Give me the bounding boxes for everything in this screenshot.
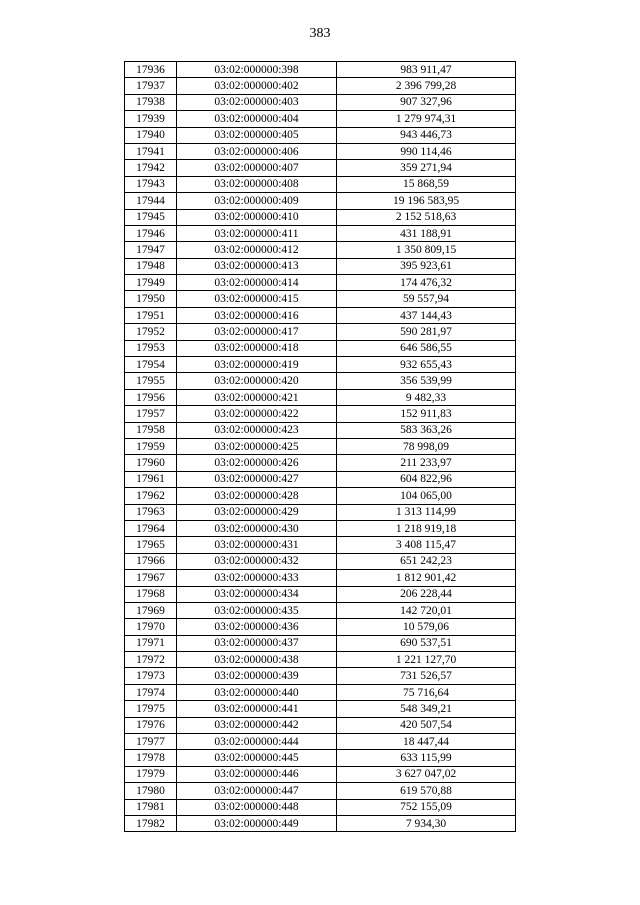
table-row: [125, 815, 516, 831]
value-cell: 9 482,33: [337, 389, 516, 405]
table-row: [125, 783, 516, 799]
row-number-cell: 17969: [125, 602, 177, 618]
cadastral-number-cell: 03:02:000000:403: [177, 94, 337, 110]
row-number-cell: 17960: [125, 455, 177, 471]
value-cell: 356 539,99: [337, 373, 516, 389]
table-row: [125, 652, 516, 668]
row-number-cell: 17965: [125, 537, 177, 553]
table-row: [125, 291, 516, 307]
value-cell: 731 526,57: [337, 668, 516, 684]
cadastral-number-cell: 03:02:000000:448: [177, 799, 337, 815]
row-number-cell: 17978: [125, 750, 177, 766]
cadastral-number-cell: 03:02:000000:423: [177, 422, 337, 438]
cadastral-number-cell: 03:02:000000:428: [177, 488, 337, 504]
value-cell: 983 911,47: [337, 62, 516, 78]
table-row: [125, 78, 516, 94]
table-row: [125, 750, 516, 766]
row-number-cell: 17940: [125, 127, 177, 143]
table-row: [125, 766, 516, 782]
value-cell: 104 065,00: [337, 488, 516, 504]
table-row: [125, 422, 516, 438]
cadastral-number-cell: 03:02:000000:441: [177, 701, 337, 717]
value-cell: 206 228,44: [337, 586, 516, 602]
row-number-cell: 17980: [125, 783, 177, 799]
cadastral-number-cell: 03:02:000000:438: [177, 652, 337, 668]
value-cell: 907 327,96: [337, 94, 516, 110]
cadastral-number-cell: 03:02:000000:402: [177, 78, 337, 94]
cadastral-number-cell: 03:02:000000:414: [177, 275, 337, 291]
table-row: [125, 537, 516, 553]
value-cell: 431 188,91: [337, 225, 516, 241]
value-cell: 3 627 047,02: [337, 766, 516, 782]
value-cell: 59 557,94: [337, 291, 516, 307]
row-number-cell: 17954: [125, 357, 177, 373]
row-number-cell: 17963: [125, 504, 177, 520]
table-row: [125, 438, 516, 454]
table-row: [125, 176, 516, 192]
value-cell: 15 868,59: [337, 176, 516, 192]
row-number-cell: 17953: [125, 340, 177, 356]
table-row: [125, 357, 516, 373]
table-row: [125, 373, 516, 389]
row-number-cell: 17974: [125, 684, 177, 700]
table-row: [125, 275, 516, 291]
cadastral-number-cell: 03:02:000000:440: [177, 684, 337, 700]
value-cell: 752 155,09: [337, 799, 516, 815]
table-row: [125, 602, 516, 618]
cadastral-number-cell: 03:02:000000:449: [177, 815, 337, 831]
row-number-cell: 17959: [125, 438, 177, 454]
cadastral-number-cell: 03:02:000000:413: [177, 258, 337, 274]
row-number-cell: 17947: [125, 242, 177, 258]
table-row: [125, 209, 516, 225]
cadastral-number-cell: 03:02:000000:406: [177, 143, 337, 159]
value-cell: 7 934,30: [337, 815, 516, 831]
value-cell: 1 218 919,18: [337, 520, 516, 536]
row-number-cell: 17949: [125, 275, 177, 291]
cadastral-number-cell: 03:02:000000:411: [177, 225, 337, 241]
table-row: [125, 488, 516, 504]
cadastral-number-cell: 03:02:000000:398: [177, 62, 337, 78]
row-number-cell: 17981: [125, 799, 177, 815]
value-cell: 943 446,73: [337, 127, 516, 143]
row-number-cell: 17976: [125, 717, 177, 733]
table-row: [125, 684, 516, 700]
cadastral-number-cell: 03:02:000000:431: [177, 537, 337, 553]
cadastral-number-cell: 03:02:000000:442: [177, 717, 337, 733]
cadastral-number-cell: 03:02:000000:407: [177, 160, 337, 176]
row-number-cell: 17946: [125, 225, 177, 241]
cadastral-number-cell: 03:02:000000:436: [177, 619, 337, 635]
table-row: [125, 668, 516, 684]
table-row: [125, 143, 516, 159]
row-number-cell: 17955: [125, 373, 177, 389]
table-row: [125, 799, 516, 815]
cadastral-number-cell: 03:02:000000:419: [177, 357, 337, 373]
row-number-cell: 17942: [125, 160, 177, 176]
table-row: [125, 324, 516, 340]
value-cell: 604 822,96: [337, 471, 516, 487]
page-number: 383: [309, 26, 331, 41]
value-cell: 548 349,21: [337, 701, 516, 717]
value-cell: 619 570,88: [337, 783, 516, 799]
cadastral-number-cell: 03:02:000000:409: [177, 193, 337, 209]
value-cell: 420 507,54: [337, 717, 516, 733]
cadastral-number-cell: 03:02:000000:408: [177, 176, 337, 192]
cadastral-number-cell: 03:02:000000:425: [177, 438, 337, 454]
value-cell: 932 655,43: [337, 357, 516, 373]
table-row: [125, 701, 516, 717]
value-cell: 19 196 583,95: [337, 193, 516, 209]
table-row: [125, 635, 516, 651]
value-cell: 3 408 115,47: [337, 537, 516, 553]
table-row: [125, 504, 516, 520]
cadastral-number-cell: 03:02:000000:447: [177, 783, 337, 799]
value-cell: 75 716,64: [337, 684, 516, 700]
row-number-cell: 17977: [125, 734, 177, 750]
table-row: [125, 406, 516, 422]
cadastral-number-cell: 03:02:000000:416: [177, 307, 337, 323]
value-cell: 1 812 901,42: [337, 570, 516, 586]
cadastral-number-cell: 03:02:000000:433: [177, 570, 337, 586]
cadastral-number-cell: 03:02:000000:420: [177, 373, 337, 389]
table-row: [125, 62, 516, 78]
value-cell: 583 363,26: [337, 422, 516, 438]
row-number-cell: 17937: [125, 78, 177, 94]
row-number-cell: 17967: [125, 570, 177, 586]
cadastral-number-cell: 03:02:000000:432: [177, 553, 337, 569]
table-row: [125, 520, 516, 536]
value-cell: 2 152 518,63: [337, 209, 516, 225]
value-cell: 646 586,55: [337, 340, 516, 356]
table-row: [125, 225, 516, 241]
value-cell: 590 281,97: [337, 324, 516, 340]
table-row: [125, 389, 516, 405]
registry-table-body: [125, 62, 516, 832]
value-cell: 142 720,01: [337, 602, 516, 618]
cadastral-number-cell: 03:02:000000:421: [177, 389, 337, 405]
value-cell: 10 579,06: [337, 619, 516, 635]
row-number-cell: 17962: [125, 488, 177, 504]
cadastral-number-cell: 03:02:000000:444: [177, 734, 337, 750]
row-number-cell: 17939: [125, 111, 177, 127]
table-row: [125, 111, 516, 127]
row-number-cell: 17968: [125, 586, 177, 602]
cadastral-number-cell: 03:02:000000:415: [177, 291, 337, 307]
table-row: [125, 242, 516, 258]
row-number-cell: 17957: [125, 406, 177, 422]
cadastral-number-cell: 03:02:000000:437: [177, 635, 337, 651]
table-row: [125, 471, 516, 487]
table-row: [125, 570, 516, 586]
table-row: [125, 307, 516, 323]
value-cell: 1 313 114,99: [337, 504, 516, 520]
cadastral-number-cell: 03:02:000000:427: [177, 471, 337, 487]
table-row: [125, 734, 516, 750]
row-number-cell: 17982: [125, 815, 177, 831]
value-cell: 990 114,46: [337, 143, 516, 159]
table-row: [125, 94, 516, 110]
table-row: [125, 586, 516, 602]
cadastral-number-cell: 03:02:000000:405: [177, 127, 337, 143]
table-row: [125, 455, 516, 471]
cadastral-number-cell: 03:02:000000:422: [177, 406, 337, 422]
value-cell: 359 271,94: [337, 160, 516, 176]
row-number-cell: 17952: [125, 324, 177, 340]
value-cell: 690 537,51: [337, 635, 516, 651]
value-cell: 437 144,43: [337, 307, 516, 323]
row-number-cell: 17975: [125, 701, 177, 717]
row-number-cell: 17938: [125, 94, 177, 110]
row-number-cell: 17964: [125, 520, 177, 536]
table-row: [125, 717, 516, 733]
cadastral-number-cell: 03:02:000000:430: [177, 520, 337, 536]
row-number-cell: 17944: [125, 193, 177, 209]
row-number-cell: 17961: [125, 471, 177, 487]
cadastral-number-cell: 03:02:000000:418: [177, 340, 337, 356]
cadastral-number-cell: 03:02:000000:404: [177, 111, 337, 127]
table-row: [125, 127, 516, 143]
cadastral-number-cell: 03:02:000000:417: [177, 324, 337, 340]
row-number-cell: 17979: [125, 766, 177, 782]
value-cell: 78 998,09: [337, 438, 516, 454]
registry-table: [124, 61, 516, 832]
cadastral-number-cell: 03:02:000000:434: [177, 586, 337, 602]
value-cell: 174 476,32: [337, 275, 516, 291]
row-number-cell: 17941: [125, 143, 177, 159]
row-number-cell: 17948: [125, 258, 177, 274]
row-number-cell: 17971: [125, 635, 177, 651]
cadastral-number-cell: 03:02:000000:435: [177, 602, 337, 618]
value-cell: 1 221 127,70: [337, 652, 516, 668]
value-cell: 211 233,97: [337, 455, 516, 471]
row-number-cell: 17966: [125, 553, 177, 569]
row-number-cell: 17972: [125, 652, 177, 668]
value-cell: 395 923,61: [337, 258, 516, 274]
table-row: [125, 553, 516, 569]
value-cell: 633 115,99: [337, 750, 516, 766]
value-cell: 152 911,83: [337, 406, 516, 422]
cadastral-number-cell: 03:02:000000:426: [177, 455, 337, 471]
table-row: [125, 160, 516, 176]
cadastral-number-cell: 03:02:000000:445: [177, 750, 337, 766]
row-number-cell: 17945: [125, 209, 177, 225]
value-cell: 651 242,23: [337, 553, 516, 569]
value-cell: 18 447,44: [337, 734, 516, 750]
cadastral-number-cell: 03:02:000000:412: [177, 242, 337, 258]
row-number-cell: 17973: [125, 668, 177, 684]
row-number-cell: 17951: [125, 307, 177, 323]
row-number-cell: 17950: [125, 291, 177, 307]
cadastral-number-cell: 03:02:000000:446: [177, 766, 337, 782]
value-cell: 1 279 974,31: [337, 111, 516, 127]
row-number-cell: 17956: [125, 389, 177, 405]
table-row: [125, 340, 516, 356]
row-number-cell: 17936: [125, 62, 177, 78]
value-cell: 1 350 809,15: [337, 242, 516, 258]
cadastral-number-cell: 03:02:000000:410: [177, 209, 337, 225]
row-number-cell: 17943: [125, 176, 177, 192]
cadastral-number-cell: 03:02:000000:429: [177, 504, 337, 520]
table-row: [125, 619, 516, 635]
table-row: [125, 193, 516, 209]
row-number-cell: 17970: [125, 619, 177, 635]
cadastral-number-cell: 03:02:000000:439: [177, 668, 337, 684]
row-number-cell: 17958: [125, 422, 177, 438]
table-row: [125, 258, 516, 274]
value-cell: 2 396 799,28: [337, 78, 516, 94]
